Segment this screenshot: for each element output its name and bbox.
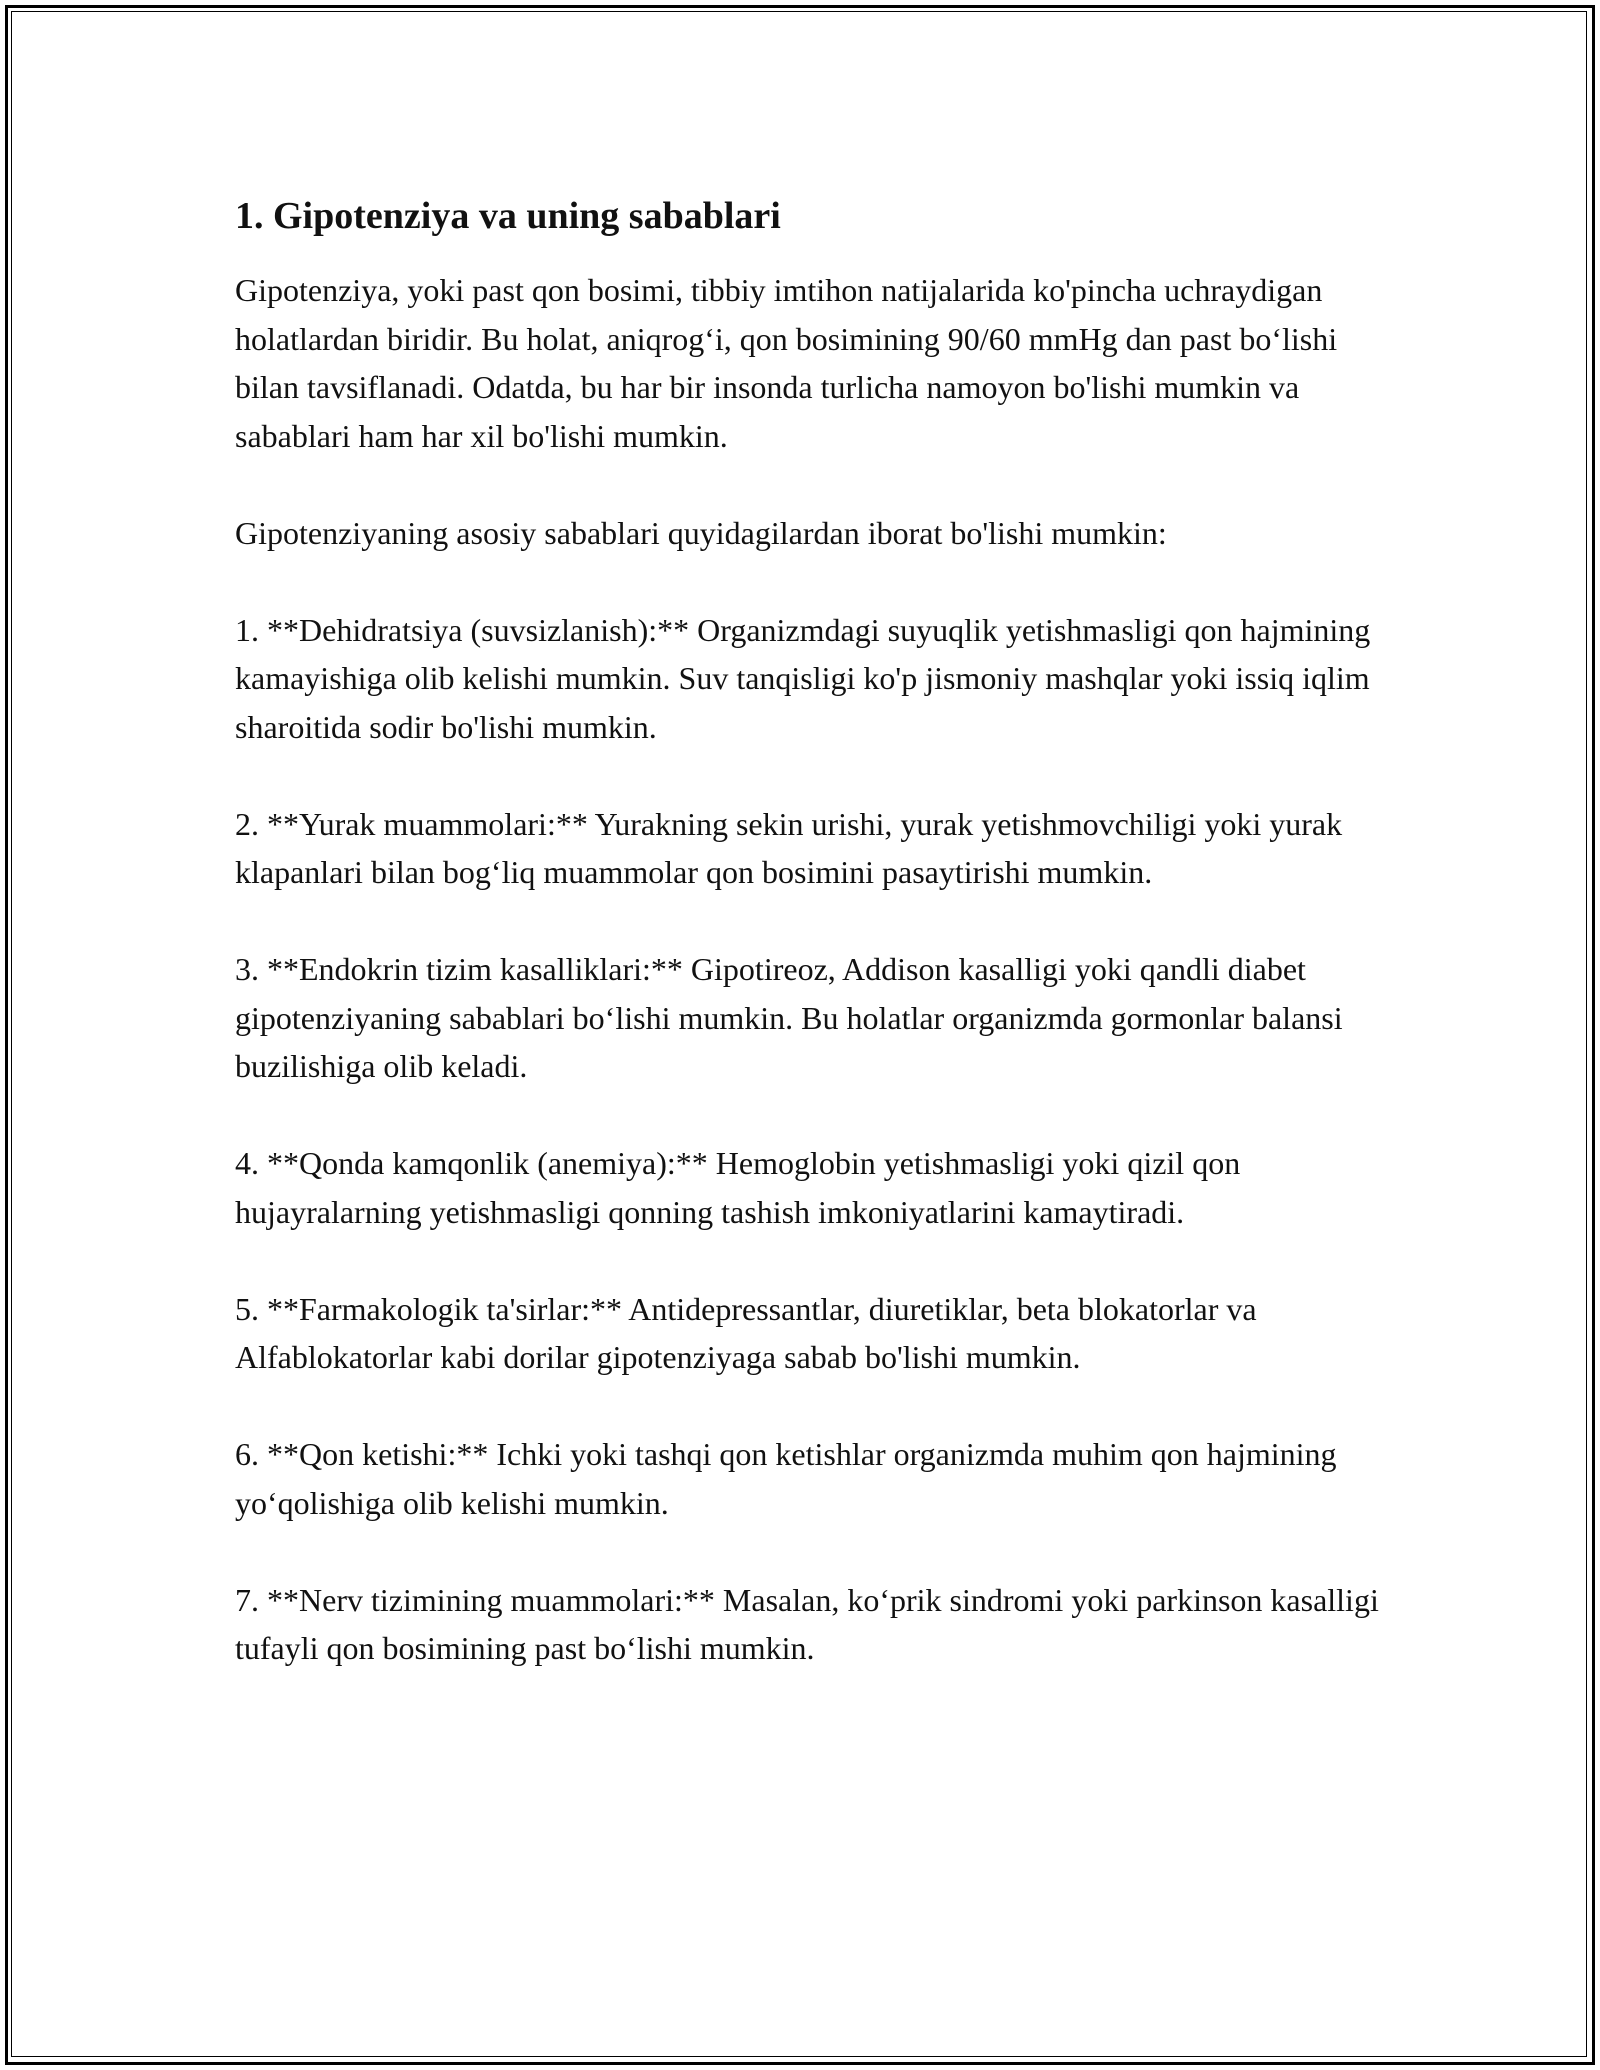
intro-paragraph: Gipotenziya, yoki past qon bosimi, tibbiy imtihon natijalarida ko'pincha uchraydigan holatlardan biridir. Bu holat, aniqrog‘i, qon bosimining 90/60 mmHg dan past bo‘lishi bilan tavsiflanadi. Odatda, bu har bir insonda turlicha namoyon bo'lishi mumkin va sabablari ham har xil bo'lishi mumkin. xyxy=(235,272,1338,454)
cause-item-bleeding: 6. **Qon ketishi:** Ichki yoki tashqi qon ketishlar organizmda muhim qon hajmining yo‘qolishiga olib kelishi mumkin. xyxy=(235,1436,1337,1521)
document-body xyxy=(235,188,1385,1721)
section-heading: 1. Gipotenziya va uning sabablari xyxy=(235,195,781,237)
causes-lead-paragraph: Gipotenziyaning asosiy sabablari quyidagilardan iborat bo'lishi mumkin: xyxy=(235,514,1167,551)
cause-item-anemia: 4. **Qonda kamqonlik (anemiya):** Hemoglobin yetishmasligi yoki qizil qon hujayralarning yetishmasligi qonning tashish imkoniyatlarini kamaytiradi. xyxy=(235,1145,1241,1230)
cause-item-nervous-system: 7. **Nerv tizimining muammolari:** Masalan, ko‘prik sindromi yoki parkinson kasalligi tufayli qon bosimining past bo‘lishi mumkin. xyxy=(235,1581,1379,1666)
cause-item-pharmacological: 5. **Farmakologik ta'sirlar:** Antidepressantlar, diuretiklar, beta blokatorlar va Alfablokatorlar kabi dorilar gipotenziyaga sabab bo'lishi mumkin. xyxy=(235,1290,1257,1375)
cause-item-endocrine: 3. **Endokrin tizim kasalliklari:** Gipotireoz, Addison kasalligi yoki qandli diabet gipotenziyaning sabablari bo‘lishi mumkin. Bu holatlar organizmda gormonlar balansi buzilishiga olib keladi. xyxy=(235,951,1343,1084)
cause-item-heart-problems: 2. **Yurak muammolari:** Yurakning sekin urishi, yurak yetishmovchiligi yoki yurak klapanlari bilan bog‘liq muammolar qon bosimini pasaytirishi mumkin. xyxy=(235,805,1343,890)
cause-item-dehydration: 1. **Dehidratsiya (suvsizlanish):** Organizmdagi suyuqlik yetishmasligi qon hajmining kamayishiga olib kelishi mumkin. Suv tanqisligi ko'p jismoniy mashqlar yoki issiq iqlim sharoitida sodir bo'lishi mumkin. xyxy=(235,611,1371,745)
